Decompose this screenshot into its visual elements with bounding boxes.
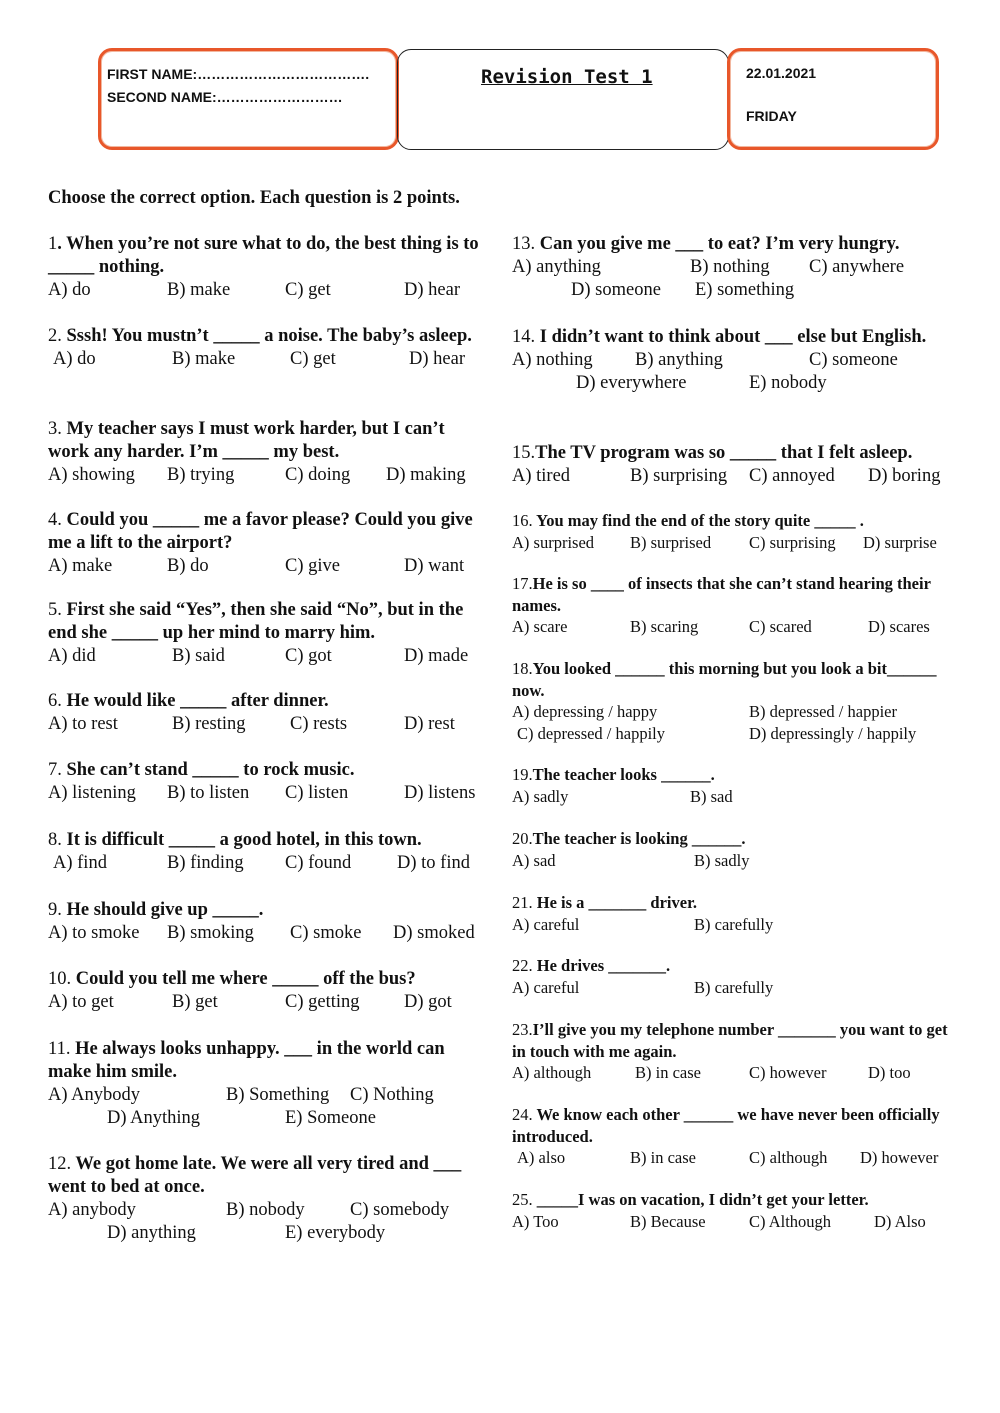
question-text: He would like _____ after dinner. bbox=[61, 691, 329, 711]
answer-option[interactable]: A) nothing bbox=[512, 350, 593, 370]
question-text: I didn’t want to think about ___ else but English. bbox=[535, 327, 927, 347]
answer-option[interactable]: B) get bbox=[172, 992, 218, 1012]
answer-option[interactable]: C) somebody bbox=[350, 1200, 450, 1220]
answer-option[interactable]: A) make bbox=[48, 556, 113, 576]
question-stem bbox=[512, 1019, 957, 1062]
question-text: It is difficult _____ a good hotel, in this town. bbox=[61, 830, 422, 850]
answer-option[interactable]: D) scares bbox=[868, 617, 930, 636]
question-number: 14. bbox=[512, 327, 536, 347]
question-number: 21. bbox=[512, 893, 533, 912]
question-5 bbox=[48, 599, 488, 668]
answer-option[interactable]: B) Something bbox=[226, 1085, 330, 1105]
answer-options-row bbox=[48, 1107, 488, 1130]
answer-option[interactable]: A) depressing / happy bbox=[512, 702, 658, 721]
question-22 bbox=[512, 955, 957, 998]
answer-option[interactable]: A) scare bbox=[512, 617, 568, 636]
answer-option[interactable]: E) everybody bbox=[285, 1223, 386, 1243]
answer-option[interactable]: C) annoyed bbox=[749, 466, 835, 486]
question-number: 15. bbox=[512, 443, 536, 463]
answer-option[interactable]: D) Anything bbox=[107, 1108, 201, 1128]
question-stem bbox=[512, 510, 957, 532]
question-stem bbox=[48, 1153, 488, 1199]
question-number: 10. bbox=[48, 969, 72, 989]
question-stem bbox=[512, 828, 957, 850]
instructions: Choose the correct option. Each question is 2 points. bbox=[48, 188, 460, 208]
question-24 bbox=[512, 1104, 957, 1169]
answer-option[interactable]: D) got bbox=[404, 992, 452, 1012]
answer-option[interactable]: D) making bbox=[386, 465, 466, 485]
answer-options-row bbox=[48, 991, 488, 1014]
answer-option[interactable]: C) scared bbox=[749, 617, 812, 636]
question-text: She can’t stand _____ to rock music. bbox=[61, 760, 355, 780]
question-3 bbox=[48, 418, 488, 487]
answer-option[interactable]: B) depressed / happier bbox=[749, 702, 897, 721]
answer-option[interactable]: A) find bbox=[53, 853, 107, 873]
answer-options-row bbox=[512, 532, 957, 554]
first-name-field[interactable]: FIRST NAME:………………………………. bbox=[107, 66, 370, 82]
question-text: _____I was on vacation, I didn’t get your letter. bbox=[532, 1190, 869, 1209]
question-stem bbox=[48, 829, 488, 852]
question-stem bbox=[48, 759, 488, 782]
question-number: 19. bbox=[512, 765, 533, 784]
answer-option[interactable]: D) anything bbox=[107, 1223, 196, 1243]
answer-options-row bbox=[48, 1084, 488, 1107]
question-number: 7. bbox=[48, 760, 62, 780]
answer-option[interactable]: B) surprised bbox=[630, 532, 712, 552]
answer-options-row bbox=[48, 782, 488, 805]
question-25 bbox=[512, 1189, 957, 1232]
answer-option[interactable]: D) Also bbox=[874, 1211, 926, 1231]
answer-option[interactable]: A) to smoke bbox=[48, 923, 140, 943]
question-text: Can you give me ___ to eat? I’m very hungry. bbox=[535, 234, 900, 254]
answer-option[interactable]: E) Someone bbox=[285, 1108, 376, 1128]
answer-options-row bbox=[512, 914, 957, 936]
date-box bbox=[727, 48, 939, 150]
question-21 bbox=[512, 892, 957, 935]
answer-option[interactable]: A) do bbox=[53, 349, 96, 369]
answer-option[interactable]: C) get bbox=[285, 280, 331, 300]
question-stem bbox=[48, 233, 488, 279]
answer-option[interactable]: B) finding bbox=[167, 853, 244, 873]
answer-option[interactable]: D) hear bbox=[404, 280, 460, 300]
answer-option[interactable]: C) give bbox=[285, 556, 340, 576]
answer-options-row bbox=[512, 465, 957, 488]
answer-options-row bbox=[48, 555, 488, 578]
question-text: Could you _____ me a favor please? Could you give me a lift to the airport? bbox=[48, 510, 473, 553]
question-number: 23. bbox=[512, 1020, 533, 1039]
question-stem bbox=[512, 955, 957, 977]
question-text: The teacher looks ______. bbox=[532, 765, 715, 784]
question-12 bbox=[48, 1153, 488, 1245]
answer-option[interactable]: A) tired bbox=[512, 466, 571, 486]
answer-options-row bbox=[512, 349, 957, 372]
question-18 bbox=[512, 658, 957, 744]
answer-option[interactable]: D) hear bbox=[409, 349, 465, 369]
question-number: 17. bbox=[512, 574, 533, 593]
answer-option[interactable]: B) trying bbox=[167, 465, 235, 485]
answer-option[interactable]: C) smoke bbox=[290, 923, 362, 943]
question-11 bbox=[48, 1038, 488, 1130]
question-text: My teacher says I must work harder, but I can’t work any harder. I’m _____ my best. bbox=[48, 419, 445, 462]
question-stem bbox=[512, 326, 957, 349]
answer-option[interactable]: C) get bbox=[290, 349, 336, 369]
answer-option[interactable]: A) listening bbox=[48, 783, 136, 803]
answer-option[interactable]: B) anything bbox=[635, 350, 723, 370]
answer-option[interactable]: A) showing bbox=[48, 465, 135, 485]
question-stem bbox=[48, 899, 488, 922]
answer-options-row bbox=[512, 786, 957, 808]
question-stem bbox=[48, 1038, 488, 1084]
answer-option[interactable]: A) Too bbox=[512, 1211, 559, 1231]
question-text: I’ll give you my telephone number _______ you want to get in touch with me again. bbox=[512, 1020, 948, 1061]
answer-option[interactable]: B) do bbox=[167, 556, 209, 576]
answer-option[interactable]: B) in case bbox=[635, 1063, 701, 1082]
answer-option[interactable]: C) got bbox=[285, 646, 332, 666]
answer-option[interactable]: A) anything bbox=[512, 257, 601, 277]
question-number: 22. bbox=[512, 956, 533, 975]
question-text: First she said “Yes”, then she said “No”, but in the end she _____ up her mind to marry him. bbox=[48, 600, 464, 643]
question-8 bbox=[48, 829, 488, 875]
question-text: He always looks unhappy. ___ in the world can make him smile. bbox=[48, 1039, 445, 1082]
answer-options-row bbox=[512, 850, 957, 872]
answer-option[interactable]: C) surprising bbox=[749, 532, 836, 552]
question-4 bbox=[48, 509, 488, 578]
answer-options-row bbox=[48, 713, 488, 736]
question-19 bbox=[512, 764, 957, 807]
question-text: You looked ______ this morning but you look a bit______ now. bbox=[512, 659, 937, 700]
question-number: 4. bbox=[48, 510, 62, 530]
answer-options-row bbox=[512, 256, 957, 279]
answer-option[interactable]: B) make bbox=[172, 349, 236, 369]
answer-option[interactable]: B) smoking bbox=[167, 923, 254, 943]
answer-option[interactable]: B) scaring bbox=[630, 617, 699, 636]
question-number: 16. bbox=[512, 511, 533, 530]
question-number: 25. bbox=[512, 1190, 533, 1209]
answer-option[interactable]: C) someone bbox=[809, 350, 898, 370]
question-9 bbox=[48, 899, 488, 945]
answer-option[interactable]: D) someone bbox=[571, 280, 661, 300]
answer-option[interactable]: B) surprising bbox=[630, 466, 728, 486]
answer-options-row bbox=[512, 977, 957, 999]
question-text: Sssh! You mustn’t _____ a noise. The baby’s asleep. bbox=[61, 326, 472, 346]
question-stem bbox=[512, 764, 957, 786]
answer-option[interactable]: B) sad bbox=[690, 786, 733, 806]
question-text: . When you’re not sure what to do, the best thing is to _____ nothing. bbox=[48, 234, 479, 277]
question-16 bbox=[512, 510, 957, 553]
question-7 bbox=[48, 759, 488, 805]
question-stem bbox=[48, 509, 488, 555]
question-number: 24. bbox=[512, 1105, 533, 1124]
question-stem bbox=[512, 892, 957, 914]
second-name-field[interactable]: SECOND NAME:……………………… bbox=[107, 89, 343, 105]
question-stem bbox=[512, 233, 957, 256]
question-number: 1 bbox=[48, 234, 58, 254]
answer-option[interactable]: C) although bbox=[749, 1148, 828, 1167]
question-stem bbox=[512, 1189, 957, 1211]
test-day: FRIDAY bbox=[746, 108, 797, 124]
answer-option[interactable]: B) nobody bbox=[226, 1200, 305, 1220]
answer-option[interactable]: C) depressed / happily bbox=[517, 723, 666, 743]
answer-option[interactable]: A) anybody bbox=[48, 1200, 136, 1220]
question-number: 11. bbox=[48, 1039, 71, 1059]
answer-options-row bbox=[48, 922, 488, 945]
answer-option[interactable]: A) careful bbox=[512, 914, 580, 934]
answer-option[interactable]: A) surprised bbox=[512, 532, 595, 552]
answer-option[interactable]: A) sadly bbox=[512, 786, 569, 806]
answer-option[interactable]: B) said bbox=[172, 646, 225, 666]
question-number: 2. bbox=[48, 326, 62, 346]
question-number: 18. bbox=[512, 659, 533, 678]
answer-option[interactable]: C) however bbox=[749, 1063, 827, 1082]
question-number: 9. bbox=[48, 900, 62, 920]
question-13 bbox=[512, 233, 957, 302]
answer-option[interactable]: E) nobody bbox=[749, 373, 827, 393]
answer-options-row bbox=[512, 372, 957, 395]
answer-option[interactable]: D) too bbox=[868, 1063, 911, 1082]
answer-option[interactable]: D) rest bbox=[404, 714, 455, 734]
answer-option[interactable]: A) to rest bbox=[48, 714, 118, 734]
question-6 bbox=[48, 690, 488, 736]
question-stem bbox=[48, 325, 488, 348]
answer-option[interactable]: B) Because bbox=[630, 1211, 706, 1231]
answer-option[interactable]: B) resting bbox=[172, 714, 246, 734]
answer-option[interactable]: C) doing bbox=[285, 465, 351, 485]
answer-option[interactable]: A) sad bbox=[512, 850, 556, 870]
question-text: He is so ____ of insects that she can’t stand hearing their names. bbox=[512, 574, 931, 615]
answer-options-row bbox=[48, 348, 488, 371]
question-text: He drives _______. bbox=[532, 956, 671, 975]
answer-option[interactable]: D) depressingly / happily bbox=[749, 723, 917, 743]
answer-option[interactable]: C) anywhere bbox=[809, 257, 905, 277]
question-number: 6. bbox=[48, 691, 62, 711]
question-10 bbox=[48, 968, 488, 1014]
answer-options-row bbox=[512, 1062, 957, 1084]
question-number: 13. bbox=[512, 234, 536, 254]
answer-options-row bbox=[512, 616, 957, 638]
answer-option[interactable]: D) however bbox=[860, 1148, 939, 1167]
question-text: The teacher is looking ______. bbox=[532, 829, 746, 848]
question-stem bbox=[48, 599, 488, 645]
answer-options-row bbox=[512, 701, 957, 723]
question-stem bbox=[512, 658, 957, 701]
question-17 bbox=[512, 573, 957, 638]
question-text: Could you tell me where _____ off the bus? bbox=[71, 969, 416, 989]
question-14 bbox=[512, 326, 957, 395]
question-2 bbox=[48, 325, 488, 371]
question-1 bbox=[48, 233, 488, 302]
question-15 bbox=[512, 442, 957, 488]
question-stem bbox=[512, 442, 957, 465]
answer-option[interactable]: C) Although bbox=[749, 1211, 832, 1231]
answer-option[interactable]: B) in case bbox=[630, 1148, 696, 1167]
answer-option[interactable]: B) carefully bbox=[694, 914, 774, 934]
test-date: 22.01.2021 bbox=[746, 65, 817, 81]
answer-option[interactable]: D) boring bbox=[868, 466, 941, 486]
question-stem bbox=[48, 690, 488, 713]
answer-option[interactable]: A) to get bbox=[48, 992, 114, 1012]
answer-options-row bbox=[48, 1199, 488, 1222]
answer-options-row bbox=[512, 1211, 957, 1233]
answer-option[interactable]: B) sadly bbox=[694, 850, 750, 870]
question-20 bbox=[512, 828, 957, 871]
answer-option[interactable]: D) surprise bbox=[863, 532, 937, 552]
answer-option[interactable]: D) smoked bbox=[393, 923, 475, 943]
answer-option[interactable]: B) nothing bbox=[690, 257, 770, 277]
answer-option[interactable]: C) listen bbox=[285, 783, 349, 803]
answer-options-row bbox=[48, 852, 488, 875]
question-23 bbox=[512, 1019, 957, 1084]
answer-options-row bbox=[48, 1222, 488, 1245]
question-text: You may find the end of the story quite _____ . bbox=[532, 511, 864, 530]
answer-option[interactable]: C) found bbox=[285, 853, 352, 873]
answer-option[interactable]: D) listens bbox=[404, 783, 476, 803]
test-title: Revision Test 1 bbox=[481, 66, 653, 88]
question-number: 3. bbox=[48, 419, 62, 439]
question-stem bbox=[48, 418, 488, 464]
question-number: 8. bbox=[48, 830, 62, 850]
answer-options-row bbox=[48, 279, 488, 302]
answer-options-row bbox=[512, 723, 957, 745]
answer-options-row bbox=[512, 279, 957, 302]
answer-option[interactable]: B) carefully bbox=[694, 977, 774, 997]
question-number: 20. bbox=[512, 829, 533, 848]
answer-option[interactable]: B) to listen bbox=[167, 783, 250, 803]
answer-option[interactable]: A) did bbox=[48, 646, 96, 666]
question-stem bbox=[512, 1104, 957, 1147]
title-box bbox=[397, 49, 729, 150]
question-text: He should give up _____. bbox=[61, 900, 264, 920]
question-number: 5. bbox=[48, 600, 62, 620]
answer-option[interactable]: D) made bbox=[404, 646, 469, 666]
answer-option[interactable]: C) rests bbox=[290, 714, 348, 734]
answer-option[interactable]: D) to find bbox=[397, 853, 470, 873]
answer-options-row bbox=[48, 464, 488, 487]
answer-options-row bbox=[48, 645, 488, 668]
question-text: We know each other ______ we have never been officially introduced. bbox=[512, 1105, 940, 1146]
answer-option[interactable]: D) want bbox=[404, 556, 465, 576]
question-text: The TV program was so _____ that I felt asleep. bbox=[535, 443, 913, 463]
answer-option[interactable]: E) something bbox=[695, 280, 795, 300]
answer-option[interactable]: B) make bbox=[167, 280, 231, 300]
question-text: He is a _______ driver. bbox=[532, 893, 698, 912]
answer-option[interactable]: C) Nothing bbox=[350, 1085, 434, 1105]
answer-option[interactable]: C) getting bbox=[285, 992, 360, 1012]
question-stem bbox=[512, 573, 957, 616]
answer-option[interactable]: A) also bbox=[517, 1148, 566, 1167]
answer-option[interactable]: D) everywhere bbox=[576, 373, 687, 393]
question-text: We got home late. We were all very tired and ___ went to bed at once. bbox=[48, 1154, 462, 1197]
answer-option[interactable]: A) Anybody bbox=[48, 1085, 140, 1105]
answer-option[interactable]: A) although bbox=[512, 1063, 592, 1082]
answer-options-row bbox=[512, 1147, 957, 1169]
question-stem bbox=[48, 968, 488, 991]
answer-option[interactable]: A) do bbox=[48, 280, 91, 300]
answer-option[interactable]: A) careful bbox=[512, 977, 580, 997]
question-number: 12. bbox=[48, 1154, 72, 1174]
